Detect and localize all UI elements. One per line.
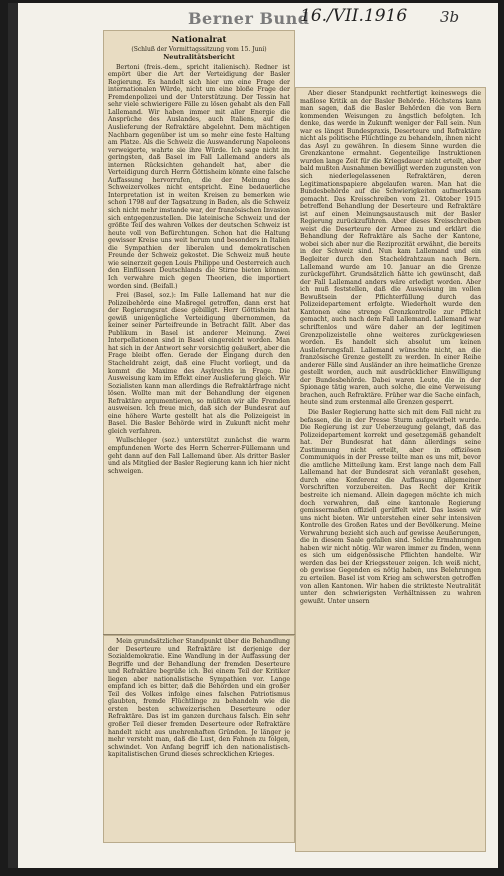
paragraph: Die Basler Regierung hatte sich mit dem Fall nicht zu befassen, die in der Presse Sturm aufgewirbelt wurde. Die Regierung ist zur Ueberzeugung gelangt, daß das Polizeidepartement korrekt und gesetzgemäß gehandelt hat. Der Bundesrat hat dann allerdings seine Zustimmung nicht erteilt, aber in offiziösen Communiqués in der Presse teilte man es uns mit, bevor die amtliche Mitteilung kam. Erst lange nach dem Fall Lallemand hat der Bundesrat sich veranlaßt gesehen, durch eine Konferenz die Auffassung allgemeiner Vorschriften vorzubereiten. Das Recht der Kritik bestreite ich niemand. Allein dagegen möchte ich mich doch verwahren, daß eine kantonale Regierung gemissermaßen offiziell gerüffelt wird. Das lassen wir uns nicht bieten. Wir unterstehen einer sehr intensiven Kontrolle des Großen Rates und der Bevölkerung. Meine Verwahrung bezieht sich auch auf gewisse Aeußerungen, die in diesem Saale gefallen sind. Solche Ermahnungen haben wir nicht nötig. Wir waren immer zu finden, wenn es sich um eidgenössische Pflichten handelte. Wir werden das bei der Kriegssteuer zeigen. Ich weiß nicht, ob gewisse Gegenden es nötig haben, uns Belehrungen zu erteilen. Basel ist vom Krieg am schwersten getroffen von allen Kantonen. Wir haben die strikteste Neutralität unter den schwierigsten Verhältnissen zu wahren gewußt. Unter unsern bbox=[300, 408, 481, 605]
handwritten-date: 16./VII.1916 bbox=[300, 6, 408, 26]
paragraph: Aber dieser Standpunkt rechtfertigt keineswegs die maßlose Kritik an der Basler Behörde. Höchstens kann man sagen, daß die Basler Behörden die von Bern kommenden Weisungen zu ängstlich befolgten. Ich denke, das werde in Zukunft weniger der Fall sein. Nun war es längst Bundespraxis, Deserteure und Refraktäre nicht als politische Flüchtlinge zu behandeln, ihnen nicht das Asyl zu gewähren. In diesem Sinne wurden die Grenzkantone ermahnt. Gegenteilige Instruktionen wurden lange Zeit für die Kriegsdauer nicht erteilt, aber bald mußten Ausnahmen bewilligt werden zugunsten von sich niederlegelassenen Refraktären, deren Legitimationspapiere abgelaufen waren. Man hat die Bundesbehörde auf die Schwierigkeiten aufmerksam gemacht. Das Kreisschreiben vom 21. Oktober 1915 betreffend Behandlung der Deserteure und Refraktäre ist auf einen Meinungsaustausch mit der Basler Regierung zurückzuführen. Aber dieses Kreisschreiben weist die Deserteure der Armee zu und erklärt die Behandlung der Refraktäre als Sache der Kantone, wobei sich aber nur die Reziprozität erwähnt, die bereits in der Schweiz sind. Nun kam Lallemand und ein Begleiter durch den Stacheldrahtzaun nach Bern. Lallemand wurde am 10. Januar an die Grenze zurückgeführt. Grundsätzlich hätte ich gewünscht, daß der Fall Lallemand anders wäre erledigt worden. Aber ich muß feststellen, daß die Ausweisung im vollen Bewußtsein der Pflichterfüllung durch das Polizeidepartement erfolgte. Wiederholt wurde den Kantonen eine strenge Grenzkontrolle zur Pflicht gemacht, auch nach dem Fall Lallemand. Lallemand war schriftenlos und wäre daher an der legitimen Grenzpolizeistelle ohne weiteres zurückgewiesen worden. Es handelt sich absolut um keinen Auslieferungsfall. Lallemand wünschte nicht, an die französische Grenze gestellt zu werden. In einer Reihe anderer Fälle sind Ausländer an ihre heimatliche Grenze gestellt worden, auch mit ausdrücklicher Einwilligung der Bundesbehörde. Dabei waren Leute, die in der Spionage tätig waren, auch solche, die eine Verweisung brachen, auch Refraktäre. Früher war die Sache einfach, heute sind zum erstenmal alle Grenzen gesperrt. bbox=[300, 90, 481, 407]
article-title: Nationalrat bbox=[171, 35, 227, 45]
page-header bbox=[8, 3, 498, 33]
clipping-bottom-column bbox=[103, 635, 295, 843]
paragraph: Mein grundsätzlicher Standpunkt über die Behandlung der Deserteure und Refraktäre ist derjenige der Sozialdemokratie. Eine Wandlung in der Auffassung der Begriffe und der Behandlung der fremden Deserteure und Refraktäre begrüße ich. Bei einem Teil der Kritiker liegen aber nationalistische Sympathien vor. Lange empfand ich es bitter, daß die Behörden und ein großer Teil des Volkes infolge eines falschen Patriotismus glaubten, fremde Flüchtlinge zu behandeln wie die ersten besten schweizerischen Deserteure oder Refraktäre. Das ist im ganzen durchaus falsch. Ein sehr großer Teil dieser fremden Deserteure oder Refraktäre handelt nicht aus unehrenhaften Gründen. Je länger je mehr versteht man, daß die Lust, den Fahnen zu folgen, schwindet. Von Anfang begriff ich den nationalistisch-kapitalistischen Grund dieses schrecklichen Krieges. bbox=[108, 638, 290, 759]
clipping-right-column bbox=[295, 87, 486, 852]
handwritten-reference: 3b bbox=[440, 8, 460, 26]
paragraph: Frei (Basel, soz.): Im Falle Lallemand hat nur die Polizeibehörde eine Maßregel getroffen, dann erst hat der Regierungsrat diese gebilligt. Herr Göttisheim hat gewiß unigenügliche Verteidigung übernommen, da keiner seiner Parteifreunde in Betracht fällt. Aber das Publikum in Basel ist anderer Meinung. Zwei Interpellationen sind in Basel eingereicht worden. Man hat sich in der Antwort sehr vorsichtig geäußert, aber die Frage bleibt offen. Gerade der Eingang durch den Stacheldraht zeigt, daß eine Flucht vorliegt, und da kommt die Maxime des Asylrechts in Frage. Die Ausweisung kam im Effekt einer Auslieferung gleich. Wir Sozialisten kann man allerdings die Refraktärfrage nicht lösen. Wollte man mit der Behandlung der eigenen Refraktäre argumentieren, so müßten wir alle Fremden ausweisen. Ich freue mich, daß sich der Bundesrat auf eine höhere Warte gestellt hat als die Polizeigeist in Basel. Die Basler Behörde wird in Zukunft nicht mehr gleich verfahren. bbox=[108, 292, 290, 435]
article-section-heading: Neutralitätsbericht bbox=[163, 53, 235, 62]
paragraph: Wullschleger (soz.) unterstützt zunächst die warm empfundenen Worte des Herrn Scherrer-Füllemann und geht dann auf den Fall Lallemand über. Als dritter Basler und als Mitglied der Basler Regierung kann ich hier nicht schweigen. bbox=[108, 437, 290, 475]
newspaper-masthead: Berner Bund bbox=[188, 9, 310, 28]
paragraph: Bertoni (freis.-dem., spricht italienisch). Redner ist empört über die Art der Verteidigung der Basler Regierung. Es handelt sich hier um eine Frage der internationalen Würde, nicht um eine bloße Frage der Fremdenpolizei und der Unterstützung. Der Tessin hat sehr viele schwierigere Fälle zu lösen gehabt als den Fall Lallemand. Wir haben immer mit aller Energie die Ansprüche des Auslandes, auch Italiens, auf die Auslieferung der Refraktäre abgelehnt. Dem mächtigen Nachbarn gegenüber ist um so mehr eine feste Haltung am Platze. Als die Schweiz die Auswanderung Napoleons verweigerte, wahrte sie ihre Würde. Ich sage nicht im geringsten, daß Basel im Fall Lallemand anders als internen Rücksichten gehandelt hat, aber die Verteidigung durch Herrn Göttisheim könnte eine falsche Auffassung hervorrufen, die der Meinung des Schweizervolkes nicht entspricht. Eine bedauerliche Interpretation ist in weiten Kreisen zu bemerken wie schon 1798 auf der Tagsatzung in Baden, als die Schweiz sich nicht mehr imstande war, der französischen Invasion sich entgegenzustellen. Die lateinische Schweiz und der größte Teil des wahren Volkes der deutschen Schweiz ist heute voll von Befürchtungen. Schon hat die Haltung gewisser Kreise uns weit herum und besonders in Italien die Sympathien der liberalen und demokratischen Freunde der Schweiz gekostet. Die Schweiz muß heute wie seinerzeit gegen Louis Philippe und Oesterreich auch den Einflüssen Deutschlands die Stirne bieten können. Ich verwahre mich gegen Theorien, die importiert worden sind. (Beifall.) bbox=[108, 63, 290, 290]
article-subtitle: (Schluß der Vormittagssitzung vom 15. Juni) bbox=[131, 45, 267, 53]
clipping-left-column bbox=[103, 30, 295, 635]
scan-edge bbox=[8, 3, 18, 868]
